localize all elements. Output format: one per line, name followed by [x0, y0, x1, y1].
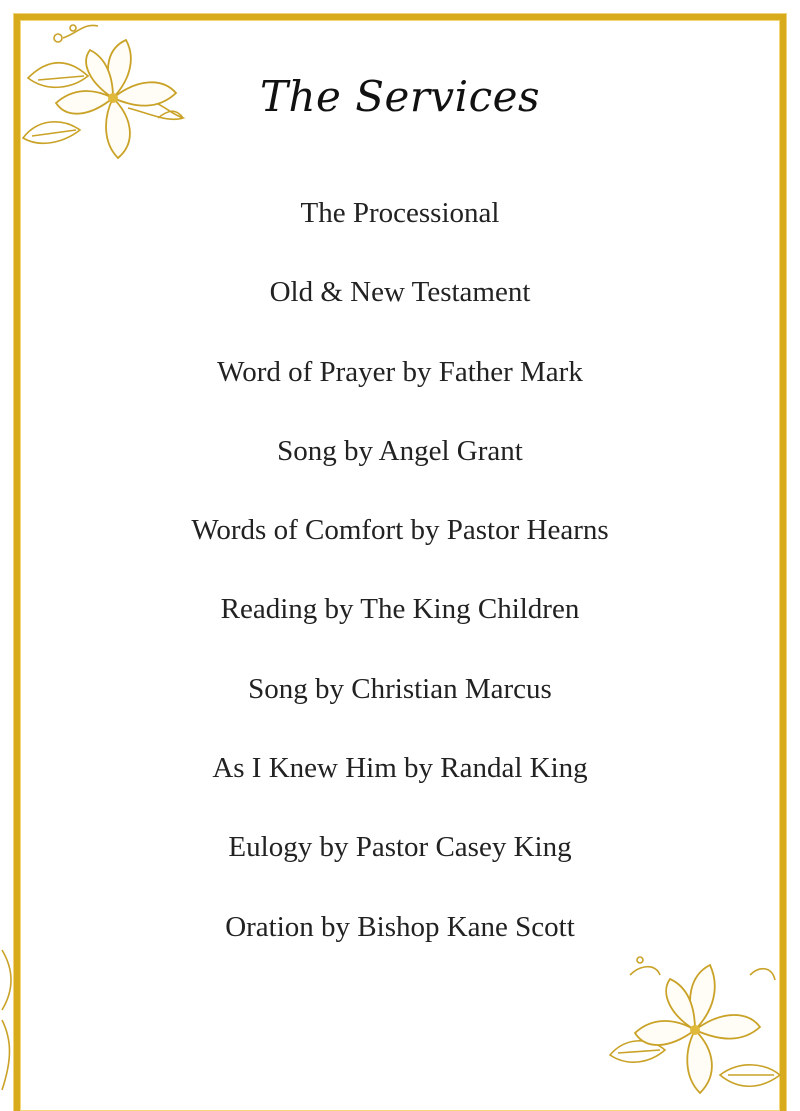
- page-title: The Services: [259, 72, 541, 121]
- service-item: Word of Prayer by Father Mark: [217, 355, 583, 388]
- service-item: The Processional: [300, 197, 500, 229]
- service-item: Eulogy by Pastor Casey King: [228, 831, 572, 864]
- service-item: Song by Angel Grant: [277, 434, 523, 467]
- service-item: As I Knew Him by Randal King: [212, 752, 588, 785]
- service-item: Song by Christian Marcus: [248, 672, 552, 705]
- service-item: Old & New Testament: [269, 276, 531, 309]
- service-item: Oration by Bishop Kane Scott: [225, 910, 575, 943]
- service-list: [0, 192, 800, 985]
- service-item: Words of Comfort by Pastor Hearns: [191, 514, 609, 547]
- service-item: Reading by The King Children: [220, 593, 580, 626]
